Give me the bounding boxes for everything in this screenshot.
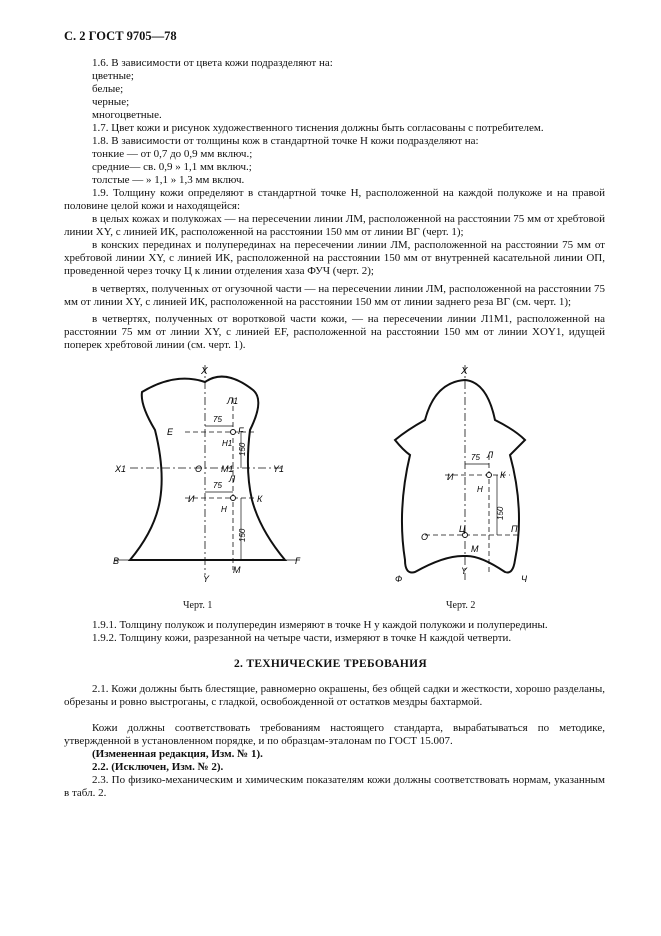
fig1-label: Н1	[222, 439, 233, 448]
fig1-label: E	[167, 427, 174, 437]
fig1-label: М	[233, 565, 241, 575]
s21c-note: (Измененная редакция, Изм. № 1).	[92, 748, 263, 760]
figure-1-caption: Черт. 1	[183, 600, 213, 611]
s19-p5: в четвертях, полученных от воротковой части кожи, — на пересечении линии Л1М1, расположенной на расстоянии 75 мм от линии XY, с линией EF, расположенной на расстоянии 150 мм от линии XOY1, идущей поперек хребтовой линии (см. черт. 1).	[64, 313, 605, 352]
s21b-text: Кожи должны соответствовать требованиям настоящего стандарта, вырабатываться по методике, утвержденной в установленном порядке, и по образцам-эталонам по ГОСТ 15.007.	[64, 722, 605, 748]
fig2-label: Ц	[459, 524, 466, 534]
s18-intro: 1.8. В зависимости от толщины кож в стандартной точке Н кожи подразделяют на:	[92, 135, 479, 147]
fig1-label: Г	[295, 556, 300, 566]
fig1-label: К	[257, 494, 263, 504]
fig1-label: X1	[115, 464, 127, 474]
s18-item: толстые — » 1,1 » 1,3 мм включ.	[92, 174, 245, 186]
s16-item: многоцветные.	[92, 109, 162, 121]
fig1-label: Л1	[227, 396, 239, 406]
s16-item: черные;	[92, 96, 130, 108]
fig1-label: O	[195, 464, 203, 474]
s192-text: 1.9.2. Толщину кожи, разрезанной на четыре части, измеряют в точке Н каждой четверти.	[92, 632, 512, 644]
figure-1-hide-diagram	[105, 360, 315, 585]
fig2-label: Ч	[521, 574, 528, 584]
s16-item: цветные;	[92, 70, 134, 82]
fig2-label: П	[511, 524, 518, 534]
s18-item: средние— св. 0,9 » 1,1 мм включ.;	[92, 161, 252, 173]
fig1-label: 75	[213, 415, 222, 424]
fig1-label: Н	[221, 505, 227, 514]
fig2-label: Y	[461, 566, 468, 576]
fig2-label: 150	[496, 506, 505, 520]
fig1-label: F	[238, 426, 244, 436]
fig1-label: Y1	[273, 464, 285, 474]
fig2-label: О	[421, 532, 429, 542]
s19-p4: в четвертях, полученных от огузочной части — на пересечении линии ЛМ, расположенной на расстоянии 75 мм от линии XY, с линией ИК, расположенной на расстоянии 150 мм от линии заднего реза ВГ (см. черт. 1);	[64, 283, 605, 309]
s23-text: 2.3. По физико-механическим и химическим показателям кожи должны соответствовать нормам, указанным в табл. 2.	[64, 774, 605, 800]
s17-text: 1.7. Цвет кожи и рисунок художественного тиснения должны быть согласованы с потребителем.	[92, 122, 544, 134]
fig2-label: К	[500, 470, 506, 480]
fig2-label: X	[461, 366, 468, 377]
fig1-label: 150	[238, 528, 247, 542]
s21-text: 2.1. Кожи должны быть блестящие, равномерно окрашены, без общей садки и жесткости, хорошо разделаны, обрезаны и ровно выстроганы, с гладкой, освобожденной от остатков мездры бахтармой.	[64, 683, 605, 709]
s22-text: 2.2. (Исключен, Изм. № 2).	[92, 761, 224, 773]
s19-p2: в целых кожах и полукожах — на пересечении линии ЛМ, расположенной на расстоянии 75 мм от хребтовой линии XY, с линией ИК, расположенной на расстоянии 150 мм от линии ВГ (черт. 1);	[64, 213, 605, 239]
fig1-label: 75	[213, 481, 222, 490]
fig2-label: М	[471, 544, 479, 554]
s16-intro: 1.6. В зависимости от цвета кожи подразделяют на:	[92, 57, 333, 69]
fig2-label: Л	[487, 450, 494, 460]
fig1-label: М1	[221, 464, 234, 474]
s18-item: тонкие — от 0,7 до 0,9 мм включ.;	[92, 148, 253, 160]
fig2-label: И	[447, 472, 454, 482]
figure-2-caption: Черт. 2	[446, 600, 476, 611]
fig2-label: Ф	[395, 574, 403, 584]
page-header: С. 2 ГОСТ 9705—78	[64, 29, 177, 43]
figure-2-hide-diagram	[375, 360, 545, 590]
s16-item: белые;	[92, 83, 124, 95]
s19-p1: 1.9. Толщину кожи определяют в стандартной точке Н, расположенной на каждой полукоже и на правой половине целой кожи и находящейся:	[64, 187, 605, 213]
fig1-label: X	[201, 366, 208, 377]
fig1-label: 150	[238, 442, 247, 456]
fig2-label: Н	[477, 485, 483, 494]
fig1-label: И	[188, 494, 195, 504]
fig2-label: 75	[471, 453, 480, 462]
section-2-title: 2. ТЕХНИЧЕСКИЕ ТРЕБОВАНИЯ	[233, 658, 428, 670]
s19-p3: в конских перединах и полуперединах на пересечении линии ЛМ, расположенной на расстоянии 75 мм от хребтовой линии XY, с линией ИК, расположенной на расстоянии 150 мм от внутренней касательной линии ОП, проведенной через точку Ц к линии отделения хаза ФУЧ (черт. 2);	[64, 239, 605, 278]
fig1-label: Y	[203, 574, 210, 584]
fig1-label: Л	[229, 474, 236, 484]
fig1-label: В	[113, 556, 120, 566]
s191-text: 1.9.1. Толщину полукож и полупередин измеряют в точке Н у каждой полукожи и полупередины.	[92, 619, 548, 631]
